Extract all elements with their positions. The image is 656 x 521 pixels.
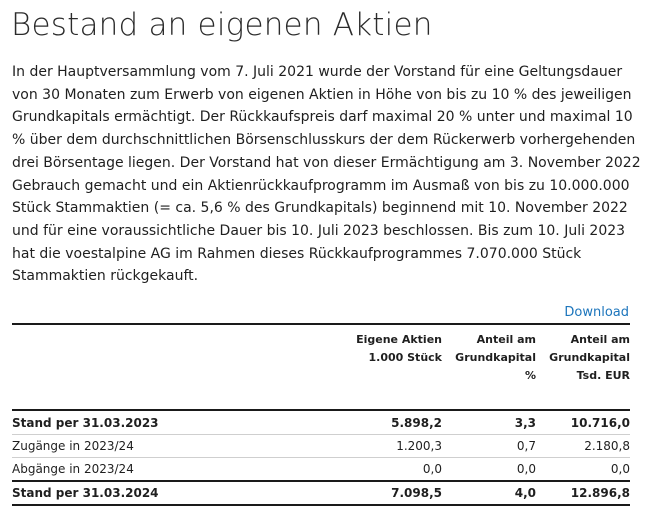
cell-share-percent: 4,0: [442, 481, 536, 505]
cell-share-eur: 10.716,0: [536, 410, 630, 435]
cell-own-shares: 7.098,5: [312, 481, 442, 505]
header-share-eur: [536, 324, 630, 410]
cell-own-shares: 5.898,2: [312, 410, 442, 435]
cell-share-eur: 0,0: [536, 458, 630, 482]
header-label-column: [12, 324, 312, 410]
row-label: Zugänge in 2023/24: [12, 435, 312, 458]
header-line: Eigene Aktien: [356, 333, 442, 346]
cell-share-eur: 2.180,8: [536, 435, 630, 458]
cell-share-percent: 3,3: [442, 410, 536, 435]
header-line: Grundkapital: [455, 351, 536, 364]
row-label: Abgänge in 2023/24: [12, 458, 312, 482]
header-line: Tsd. EUR: [576, 369, 630, 382]
page-title: Bestand an eigenen Aktien: [11, 7, 433, 43]
header-line: 1.000 Stück: [368, 351, 442, 364]
download-link[interactable]: Download: [564, 305, 629, 320]
intro-paragraph: In der Hauptversammlung vom 7. Juli 2021 wurde der Vorstand für eine Geltungsdauer von 30 Monaten zum Erwerb von eigenen Aktien in Höhe von bis zu 10 % des jeweiligen Grundkapitals ermächtigt. Der Rückkaufspreis darf maximal 20 % unter und maximal 10 % über dem durchschnittlichen Börsenschlusskurs der dem Rückerwerb vorhergehenden drei Börsentage liegen. Der Vorstand hat von dieser Ermächtigung am 3. November 2022 Gebrauch gemacht und ein Aktienrückkaufprogramm im Ausmaß von bis zu 10.000.000 Stück Stammaktien (= ca. 5,6 % des Grundkapitals) beginnend mit 10. November 2022 und für eine voraussichtliche Dauer bis 10. Juli 2023 beschlossen. Bis zum 10. Juli 2023 hat die voestalpine AG im Rahmen dieses Rückkaufprogrammes 7.070.000 Stück Stammaktien rückgekauft.: [12, 64, 641, 285]
cell-own-shares: 1.200,3: [312, 435, 442, 458]
table-row: [12, 458, 630, 482]
row-label: Stand per 31.03.2024: [12, 481, 312, 505]
table-row: [12, 410, 630, 435]
cell-share-eur: 12.896,8: [536, 481, 630, 505]
header-line: Anteil am: [570, 333, 630, 346]
header-own-shares: [312, 324, 442, 410]
cell-share-percent: 0,0: [442, 458, 536, 482]
table-row: [12, 481, 630, 505]
row-label: Stand per 31.03.2023: [12, 410, 312, 435]
header-line: Anteil am: [476, 333, 536, 346]
table-header-row: [12, 324, 630, 410]
treasury-shares-table: [12, 323, 630, 506]
cell-share-percent: 0,7: [442, 435, 536, 458]
header-line: Grundkapital: [549, 351, 630, 364]
table-row: [12, 435, 630, 458]
cell-own-shares: 0,0: [312, 458, 442, 482]
header-line: %: [524, 369, 536, 382]
header-share-percent: [442, 324, 536, 410]
